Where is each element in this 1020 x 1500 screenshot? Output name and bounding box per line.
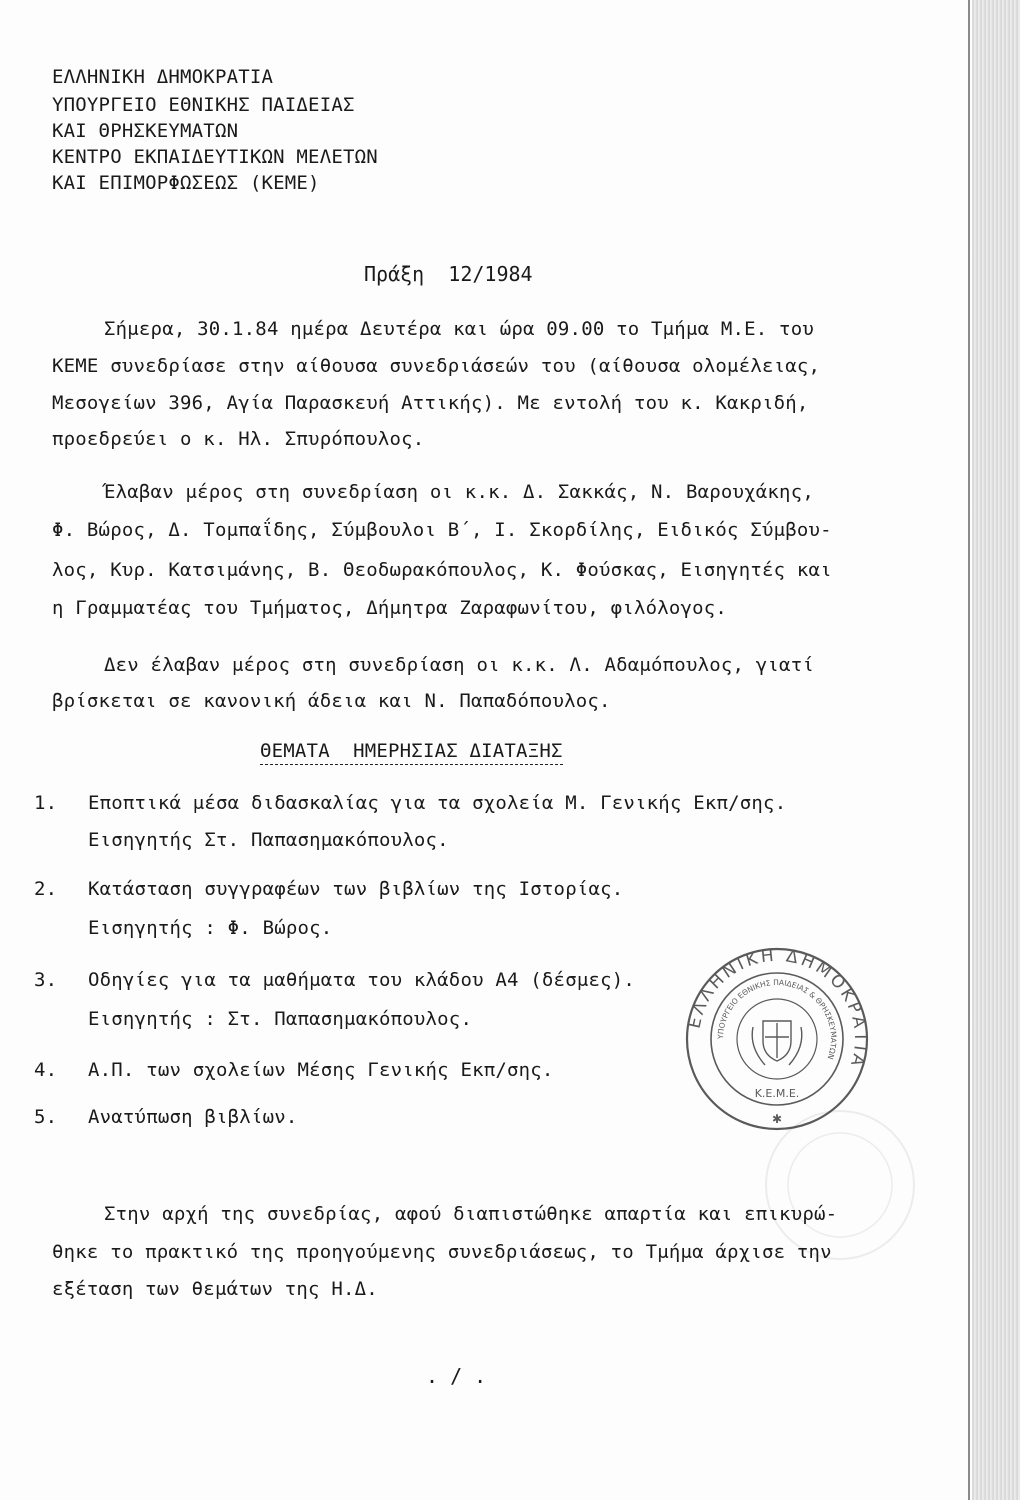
header-line-2: ΥΠΟΥΡΓΕΙΟ ΕΘΝΙΚΗΣ ΠΑΙΔΕΙΑΣ	[52, 94, 355, 116]
seal-bottom-text: Κ.Ε.Μ.Ε.	[754, 1087, 800, 1100]
header-line-4: ΚΕΝΤΡΟ ΕΚΠΑΙΔΕΥΤΙΚΩΝ ΜΕΛΕΤΩΝ	[52, 146, 378, 168]
intro-line-1: Σήμερα, 30.1.84 ημέρα Δευτέρα και ώρα 09.00 το Τμήμα Μ.Ε. του	[104, 318, 814, 340]
page-stack-edge	[972, 0, 1020, 1500]
attendees-line-3: λος, Κυρ. Κατσιμάνης, Β. Θεοδωρακόπουλος, Κ. Φούσκας, Εισηγητές και	[52, 559, 832, 581]
attendees-line-1: Έλαβαν μέρος στη συνεδρίαση οι κ.κ. Δ. Σακκάς, Ν. Βαρουχάκης,	[104, 481, 814, 503]
page-edge-line	[968, 0, 970, 1500]
header-line-1: ΕΛΛΗΝΙΚΗ ΔΗΜΟΚΡΑΤΙΑ	[52, 66, 274, 88]
attendees-line-4: η Γραμματέας του Τμήματος, Δήμητρα Ζαραφωνίτου, φιλόλογος.	[52, 597, 728, 619]
closing-line-3: εξέταση των θεμάτων της Η.Δ.	[52, 1278, 378, 1300]
intro-line-2: ΚΕΜΕ συνεδρίασε στην αίθουσα συνεδριάσεών του (αίθουσα ολομέλειας,	[52, 355, 821, 377]
continuation-mark: . / .	[426, 1364, 487, 1388]
closing-line-1: Στην αρχή της συνεδρίας, αφού διαπιστώθηκε απαρτία και επικυρώ-	[104, 1203, 838, 1225]
agenda-item-1-number: 1.	[34, 792, 58, 814]
agenda-item-2-text: Κατάσταση συγγραφέων των βιβλίων της Ιστορίας.	[88, 878, 624, 900]
agenda-title: ΘΕΜΑΤΑ ΗΜΕΡΗΣΙΑΣ ΔΙΑΤΑΞΗΣ	[260, 740, 563, 765]
intro-line-4: προεδρεύει ο κ. Ηλ. Σπυρόπουλος.	[52, 428, 425, 450]
header-line-3: ΚΑΙ ΘΡΗΣΚΕΥΜΑΤΩΝ	[52, 120, 239, 142]
seal-star-icon: ✱	[771, 1112, 783, 1126]
coat-of-arms-icon	[752, 1021, 802, 1065]
agenda-item-2-number: 2.	[34, 878, 58, 900]
absent-line-2: βρίσκεται σε κανονική άδεια και Ν. Παπαδόπουλος.	[52, 690, 611, 712]
absent-line-1: Δεν έλαβαν μέρος στη συνεδρίαση οι κ.κ. Λ. Αδαμόπουλος, γιατί	[104, 654, 814, 676]
agenda-item-5-number: 5.	[34, 1106, 58, 1128]
agenda-item-4-number: 4.	[34, 1059, 58, 1081]
act-title: Πράξη 12/1984	[364, 262, 533, 286]
header-line-5: ΚΑΙ ΕΠΙΜΟΡΦΩΣΕΩΣ (ΚΕΜΕ)	[52, 172, 320, 194]
seal-outer-text: ΕΛΛΗΝΙΚΗ ΔΗΜΟΚΡΑΤΙΑ	[684, 945, 871, 1072]
seal-inner-text: ΥΠΟΥΡΓΕΙΟ ΕΘΝΙΚΗΣ ΠΑΙΔΕΙΑΣ & ΘΡΗΣΚΕΥΜΑΤΩΝ	[715, 977, 839, 1061]
agenda-item-4-text: Α.Π. των σχολείων Μέσης Γενικής Εκπ/σης.	[88, 1059, 554, 1081]
agenda-item-3-text: Οδηγίες για τα μαθήματα του κλάδου Α4 (δέσμες).	[88, 969, 636, 991]
closing-line-2: θηκε το πρακτικό της προηγούμενης συνεδριάσεως, το Τμήμα άρχισε την	[52, 1241, 832, 1263]
intro-line-3: Μεσογείων 396, Αγία Παρασκευή Αττικής). Με εντολή του κ. Κακριδή,	[52, 392, 809, 414]
attendees-line-2: Φ. Βώρος, Δ. Τομπαΐδης, Σύμβουλοι Β΄, Ι. Σκορδίλης, Ειδικός Σύμβου-	[52, 519, 832, 541]
agenda-item-2-rapporteur: Εισηγητής : Φ. Βώρος.	[88, 917, 333, 939]
bleed-through-seal	[760, 1105, 920, 1265]
agenda-item-3-number: 3.	[34, 969, 58, 991]
agenda-item-5-text: Ανατύπωση βιβλίων.	[88, 1106, 298, 1128]
agenda-item-1-text: Εποπτικά μέσα διδασκαλίας για τα σχολεία Μ. Γενικής Εκπ/σης.	[88, 792, 787, 814]
agenda-item-1-rapporteur: Εισηγητής Στ. Παπασημακόπουλος.	[88, 829, 449, 851]
agenda-item-3-rapporteur: Εισηγητής : Στ. Παπασημακόπουλος.	[88, 1008, 473, 1030]
